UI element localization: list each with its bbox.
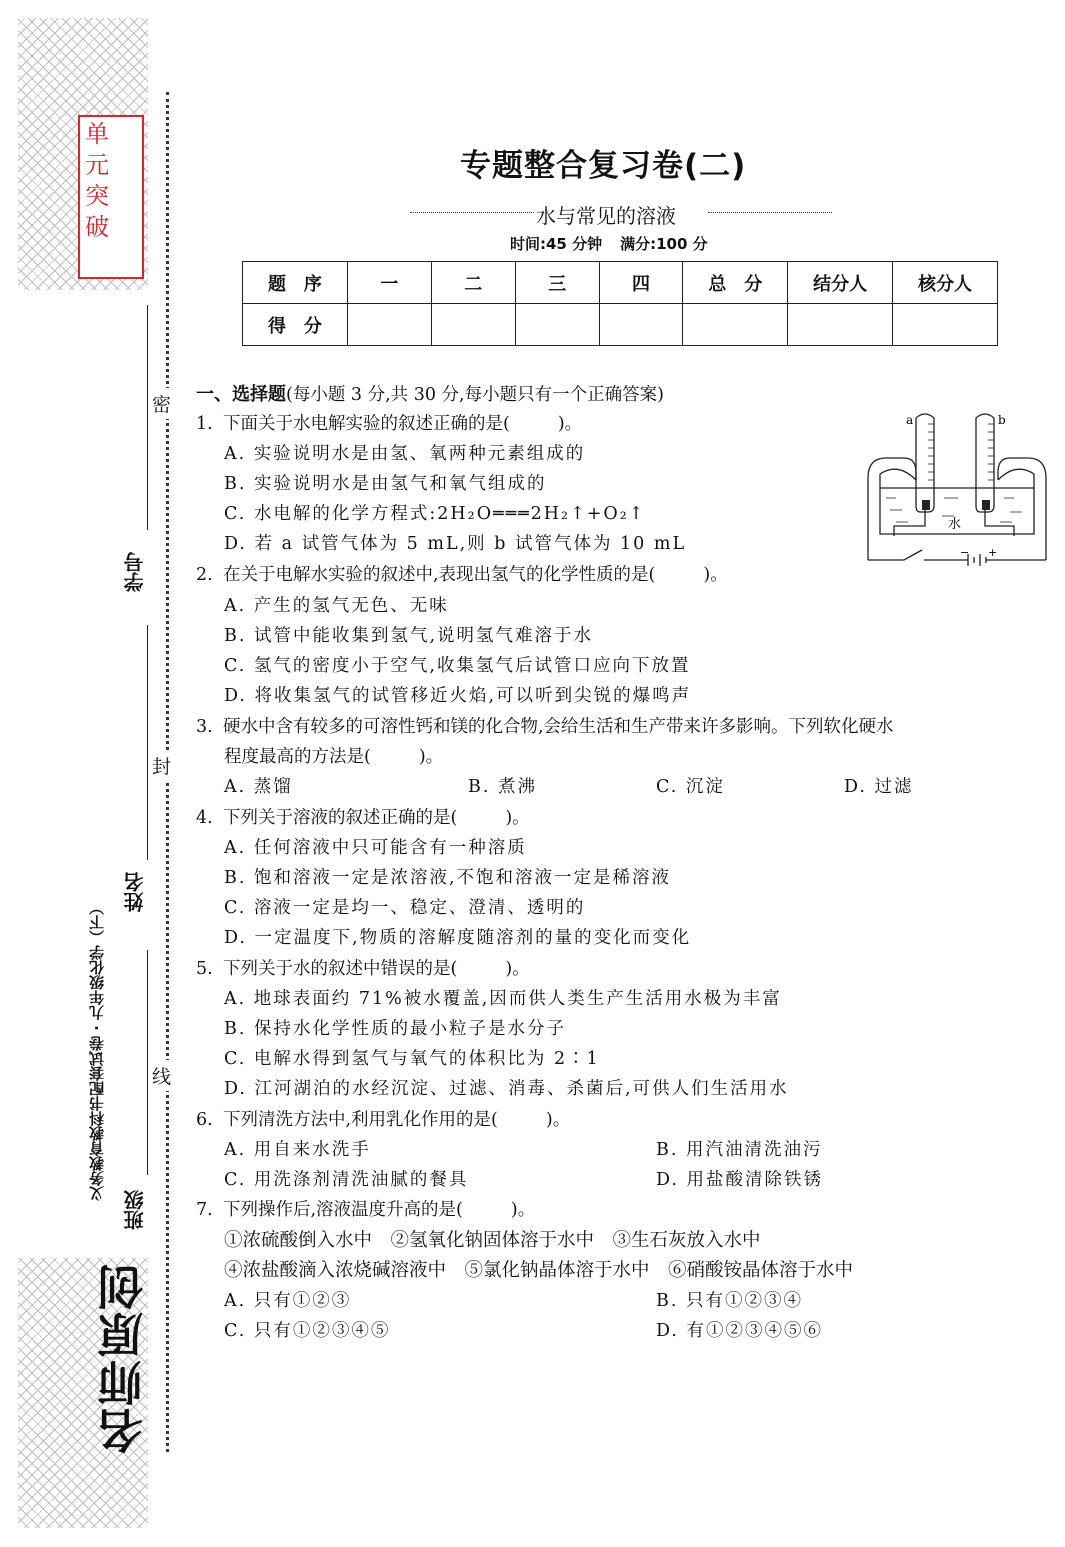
score-header-cell: 题 序 <box>243 262 348 304</box>
option: B. 用汽油清洗油污 <box>656 1140 823 1160</box>
option: A. 产生的氢气无色、无味 <box>224 596 449 616</box>
question-3 <box>196 713 894 738</box>
score-table-score-row <box>243 304 998 346</box>
question-number: 3. <box>196 717 213 737</box>
question-5 <box>196 955 530 980</box>
unit-label: 单元突破 <box>85 120 109 241</box>
score-header-cell: 一 <box>347 262 431 304</box>
student-no-line <box>147 305 148 530</box>
option: A. 地球表面约 71%被水覆盖,因而供人类生产生活用水极为丰富 <box>224 989 782 1009</box>
option: D. 江河湖泊的水经沉淀、过滤、消毒、杀菌后,可供人们生活用水 <box>224 1079 789 1099</box>
field-class-label: 班级 <box>123 1190 147 1230</box>
question-stem: 下列关于溶液的叙述正确的是( <box>223 808 458 828</box>
option: D. 有①②③④⑤⑥ <box>656 1321 824 1341</box>
section-heading <box>196 380 664 406</box>
section-note: (每小题 3 分,共 30 分,每小题只有一个正确答案) <box>286 385 664 405</box>
option: B. 饱和溶液一定是浓溶液,不饱和溶液一定是稀溶液 <box>224 868 672 888</box>
option: C. 只有①②③④⑤ <box>224 1321 391 1341</box>
option: C. 用洗涤剂清洗油腻的餐具 <box>224 1170 469 1190</box>
option: C. 溶液一定是均一、稳定、澄清、透明的 <box>224 898 586 918</box>
field-name-label: 姓名 <box>123 872 147 912</box>
tube-b-label: b <box>998 413 1006 427</box>
page-subtitle: 水与常见的溶液 <box>536 204 676 228</box>
score-cell[interactable] <box>431 304 515 346</box>
question-3-line2 <box>224 743 443 768</box>
question-number: 2. <box>196 565 213 585</box>
class-line <box>147 950 148 1175</box>
seal-mark-mi: 密 <box>152 388 171 419</box>
option: C. 氢气的密度小于空气,收集氢气后试管口应向下放置 <box>224 656 691 676</box>
question-1 <box>196 410 582 435</box>
option: B. 实验说明水是由氢气和氧气组成的 <box>224 474 547 494</box>
seal-mark-feng: 封 <box>152 750 171 781</box>
option: A. 任何溶液中只可能含有一种溶质 <box>224 838 527 858</box>
question-stem: 下列关于水的叙述中错误的是( <box>223 959 458 979</box>
option: B. 试管中能收集到氢气,说明氢气难溶于水 <box>224 626 594 646</box>
score-table <box>242 261 998 346</box>
question-number: 1. <box>196 414 213 434</box>
option: C. 电解水得到氢气与氧气的体积比为 2∶1 <box>224 1049 600 1069</box>
score-header-cell: 核分人 <box>893 262 998 304</box>
question-stem-end: )。 <box>510 1200 536 1220</box>
score-header-cell: 四 <box>599 262 683 304</box>
option: D. 若 a 试管气体为 5 mL,则 b 试管气体为 10 mL <box>224 534 687 554</box>
question-6 <box>196 1106 570 1131</box>
question-7 <box>196 1196 535 1221</box>
question-stem-end: )。 <box>505 959 530 979</box>
question-number: 4. <box>196 808 213 828</box>
score-header-cell: 二 <box>431 262 515 304</box>
option: A. 实验说明水是由氢、氧两种元素组成的 <box>224 444 586 464</box>
option: D. 一定温度下,物质的溶解度随溶剂的量的变化而变化 <box>224 928 692 948</box>
subtitle-dots-left <box>410 212 534 213</box>
question-stem: 下列操作后,溶液温度升高的是( <box>223 1200 463 1220</box>
score-table-header-row <box>243 262 998 304</box>
question-number: 7. <box>196 1200 213 1220</box>
exam-time: 时间:45 分钟 <box>510 235 603 253</box>
question-7-items-line2: ④浓盐酸滴入浓烧碱溶液中 ⑤氯化钠晶体溶于水中 ⑥硝酸铵晶体溶于水中 <box>224 1260 854 1281</box>
question-2 <box>196 561 728 586</box>
option: D. 过滤 <box>844 777 914 797</box>
subtitle-row <box>410 200 832 226</box>
option: C. 水电解的化学方程式:2H₂O═══2H₂↑+O₂↑ <box>224 504 646 524</box>
option: A. 只有①②③ <box>224 1291 352 1311</box>
electrolysis-diagram <box>864 408 1050 574</box>
tube-a-label: a <box>906 413 914 427</box>
option: A. 用自来水洗手 <box>224 1140 371 1160</box>
score-header-cell: 三 <box>515 262 599 304</box>
battery-minus-label: − <box>960 546 970 559</box>
question-stem-end: )。 <box>418 747 444 767</box>
water-label: 水 <box>948 517 962 532</box>
option: A. 蒸馏 <box>224 777 293 797</box>
option: C. 沉淀 <box>656 777 725 797</box>
section-title: 一、选择题 <box>196 384 286 405</box>
subtitle-dots-right <box>708 212 832 213</box>
option: B. 保持水化学性质的最小粒子是水分子 <box>224 1019 566 1039</box>
question-4 <box>196 804 530 829</box>
option: B. 煮沸 <box>468 777 537 797</box>
option: D. 用盐酸清除铁锈 <box>656 1170 824 1190</box>
series-label: 义务教育教科书配套试卷 · 九年级化学（下） <box>88 900 106 1202</box>
question-stem: 硬水中含有较多的可溶性钙和镁的化合物,会给生活和生产带来许多影响。下列软化硬水 <box>223 717 894 737</box>
exam-full-score: 满分:100 分 <box>620 235 708 253</box>
option: D. 将收集氢气的试管移近火焰,可以听到尖锐的爆鸣声 <box>224 686 692 706</box>
question-stem-end: )。 <box>505 808 530 828</box>
battery-plus-label: + <box>988 546 998 559</box>
exam-meta <box>510 233 708 254</box>
question-stem: 下面关于水电解实验的叙述正确的是( <box>223 414 510 434</box>
score-cell[interactable] <box>599 304 683 346</box>
page-title: 专题整合复习卷(二) <box>460 148 747 184</box>
question-stem: 程度最高的方法是( <box>224 747 371 767</box>
score-header-cell: 结分人 <box>788 262 893 304</box>
brand-logo-text: 名师原创 <box>96 1262 150 1454</box>
score-cell[interactable] <box>347 304 431 346</box>
score-cell[interactable] <box>893 304 998 346</box>
question-stem: 下列清洗方法中,利用乳化作用的是( <box>223 1110 498 1130</box>
field-student-no-label: 学号 <box>123 552 147 592</box>
score-header-cell: 总 分 <box>683 262 788 304</box>
unit-label-box <box>78 115 144 279</box>
score-row-label: 得 分 <box>243 304 348 346</box>
score-cell[interactable] <box>788 304 893 346</box>
score-cell[interactable] <box>515 304 599 346</box>
seal-mark-xian: 线 <box>152 1060 171 1091</box>
name-line <box>147 625 148 860</box>
question-number: 6. <box>196 1110 213 1130</box>
option: B. 只有①②③④ <box>656 1291 803 1311</box>
question-stem-end: )。 <box>557 414 583 434</box>
question-stem-end: )。 <box>545 1110 571 1130</box>
score-cell[interactable] <box>683 304 788 346</box>
question-stem-end: )。 <box>703 565 728 585</box>
question-number: 5. <box>196 959 213 979</box>
question-7-items-line1: ①浓硫酸倒入水中 ②氢氧化钠固体溶于水中 ③生石灰放入水中 <box>224 1230 761 1251</box>
question-stem: 在关于电解水实验的叙述中,表现出氢气的化学性质的是( <box>223 565 656 585</box>
